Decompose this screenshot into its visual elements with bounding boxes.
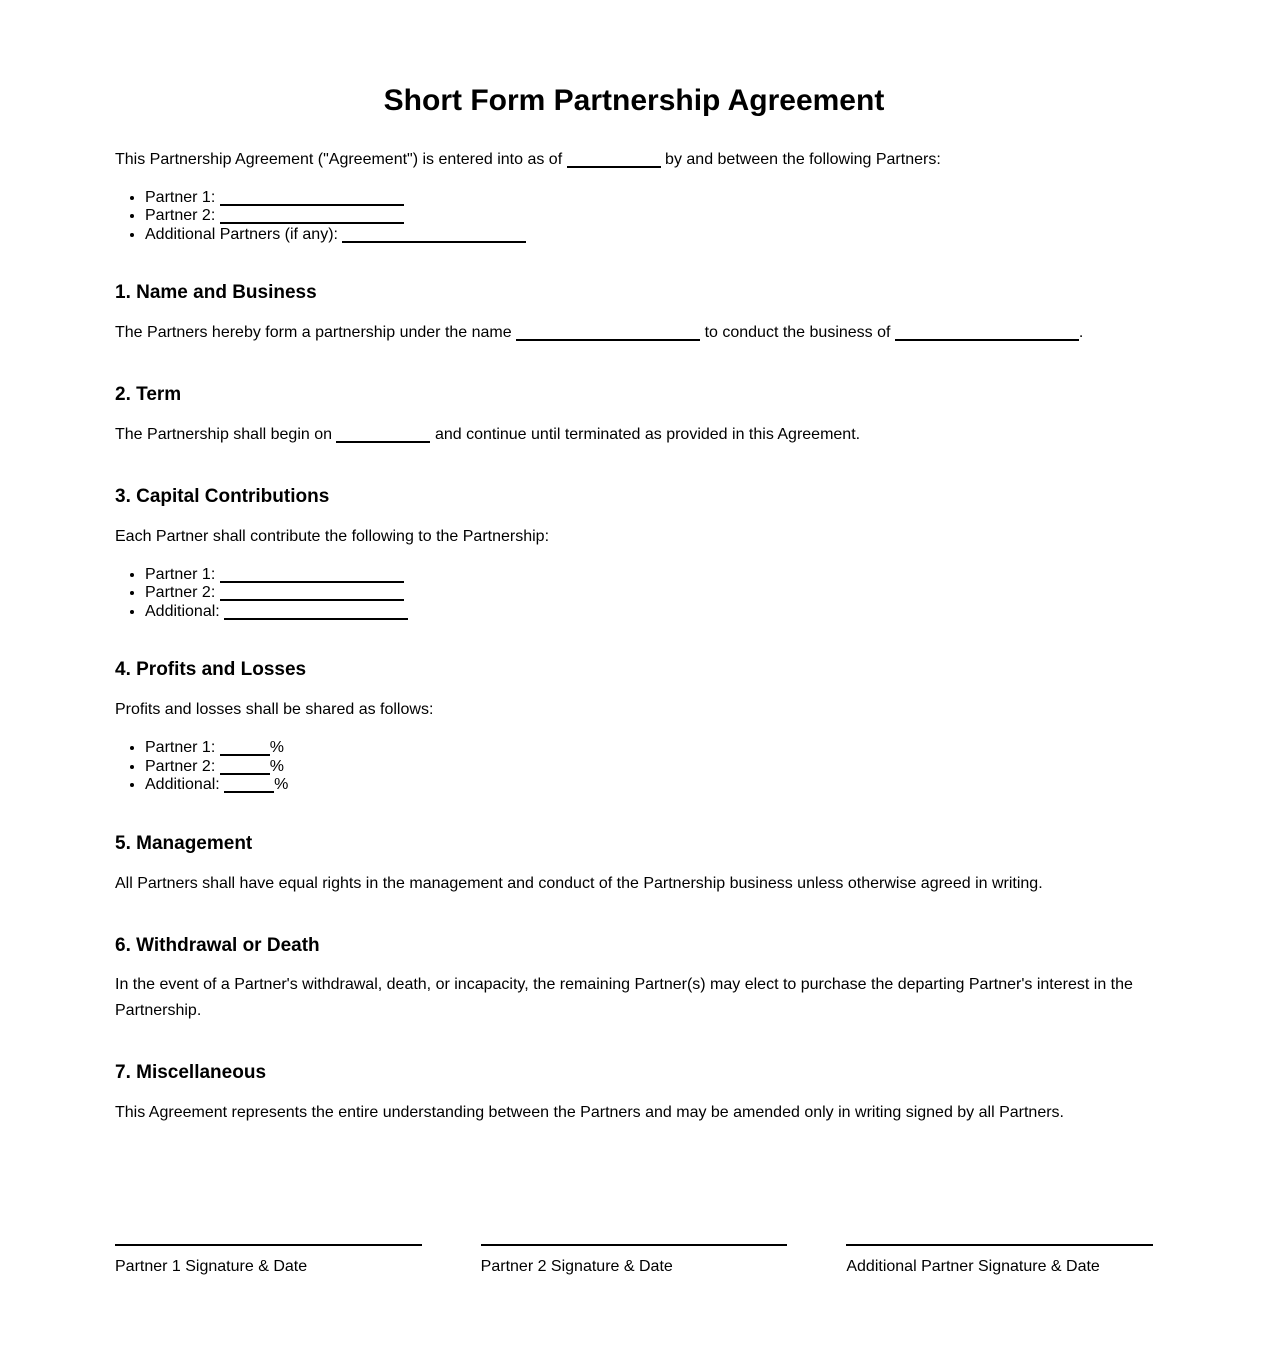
profit-partner-2-percent-sign: %: [269, 757, 284, 775]
section-1-text-end: .: [1078, 323, 1084, 341]
list-item-additional-partners: [145, 226, 1153, 245]
capital-contributions-list: [115, 566, 1153, 622]
profit-share-list: [115, 739, 1153, 795]
section-term: [115, 384, 1153, 448]
profit-partner-2-label: Partner 2:: [145, 757, 216, 775]
list-item-profit-partner-1: [145, 739, 1153, 758]
section-4-heading: 4. Profits and Losses: [115, 659, 307, 681]
signature-block-additional-partner: [846, 1244, 1153, 1276]
additional-partners-name-blank: [342, 229, 526, 243]
agreement-date-blank: [567, 154, 661, 168]
section-6-heading: 6. Withdrawal or Death: [115, 934, 320, 956]
intro-paragraph: [115, 147, 1153, 173]
partner-2-label: Partner 2:: [145, 207, 216, 225]
intro-text-start: This Partnership Agreement ("Agreement") is entered into as of: [115, 150, 563, 168]
profit-additional-percent-blank: [224, 779, 274, 793]
signature-block-partner-2: [481, 1244, 788, 1276]
capital-partner-1-blank: [220, 569, 404, 583]
signature-block-partner-1: [115, 1244, 422, 1276]
intro-text-end: by and between the following Partners:: [665, 150, 941, 168]
section-withdrawal-or-death: [115, 935, 1153, 1025]
section-5-paragraph: All Partners shall have equal rights in the management and conduct of the Partnership business unless otherwise agreed in writing.: [115, 874, 1043, 892]
section-2-text-start: The Partnership shall begin on: [115, 425, 333, 443]
section-capital-contributions: [115, 486, 1153, 621]
partner-2-name-blank: [220, 210, 404, 224]
list-item-capital-partner-1: [145, 566, 1153, 585]
profit-additional-percent-sign: %: [274, 776, 289, 794]
partner-2-signature-label: Partner 2 Signature & Date: [480, 1258, 673, 1276]
capital-partner-2-label: Partner 2:: [145, 584, 216, 602]
section-7-heading: 7. Miscellaneous: [115, 1062, 267, 1084]
partner-1-signature-label: Partner 1 Signature & Date: [115, 1258, 308, 1276]
capital-partner-2-blank: [220, 587, 404, 601]
signature-section: [115, 1244, 1153, 1276]
term-start-date-blank: [336, 429, 430, 443]
section-6-paragraph: In the event of a Partner's withdrawal, death, or incapacity, the remaining Partner(s) may elect to purchase the departing Partner's interest in the Partnership.: [115, 976, 1133, 1020]
capital-additional-label: Additional:: [145, 602, 220, 620]
section-3-heading: 3. Capital Contributions: [115, 485, 330, 507]
section-1-text-start: The Partners hereby form a partnership under the name: [115, 323, 512, 341]
section-2-heading: 2. Term: [115, 383, 182, 405]
section-4-lead: Profits and losses shall be shared as follows:: [115, 701, 434, 719]
list-item-partner-2: [145, 207, 1153, 226]
section-5-heading: 5. Management: [115, 832, 253, 854]
section-2-paragraph: [115, 422, 1153, 448]
list-item-capital-partner-2: [145, 584, 1153, 603]
section-7-paragraph: This Agreement represents the entire understanding between the Partners and may be amended only in writing signed by all Partners.: [115, 1104, 1064, 1122]
partner-1-name-blank: [220, 192, 404, 206]
profit-partner-2-percent-blank: [220, 761, 270, 775]
capital-additional-blank: [224, 606, 408, 620]
partner-1-label: Partner 1:: [145, 188, 216, 206]
section-2-text-end: and continue until terminated as provided in this Agreement.: [434, 425, 861, 443]
section-name-and-business: [115, 282, 1153, 346]
profit-partner-1-label: Partner 1:: [145, 739, 216, 757]
list-item-profit-additional: [145, 776, 1153, 795]
document-title: Short Form Partnership Agreement: [383, 84, 885, 117]
capital-partner-1-label: Partner 1:: [145, 565, 216, 583]
list-item-partner-1: [145, 189, 1153, 208]
section-miscellaneous: [115, 1062, 1153, 1126]
section-profits-and-losses: [115, 659, 1153, 794]
section-1-heading: 1. Name and Business: [115, 282, 317, 304]
section-1-text-middle: to conduct the business of: [704, 323, 891, 341]
additional-partner-signature-label: Additional Partner Signature & Date: [846, 1258, 1100, 1276]
business-type-blank: [895, 327, 1079, 341]
section-1-paragraph: [115, 320, 1153, 346]
partners-list: [115, 189, 1153, 245]
additional-partners-label: Additional Partners (if any):: [145, 225, 338, 243]
partnership-name-blank: [516, 327, 700, 341]
section-management: [115, 833, 1153, 897]
profit-partner-1-percent-sign: %: [269, 739, 284, 757]
section-3-lead: Each Partner shall contribute the following to the Partnership:: [115, 527, 550, 545]
profit-partner-1-percent-blank: [220, 742, 270, 756]
profit-additional-label: Additional:: [145, 776, 220, 794]
list-item-capital-additional: [145, 603, 1153, 622]
list-item-profit-partner-2: [145, 758, 1153, 777]
